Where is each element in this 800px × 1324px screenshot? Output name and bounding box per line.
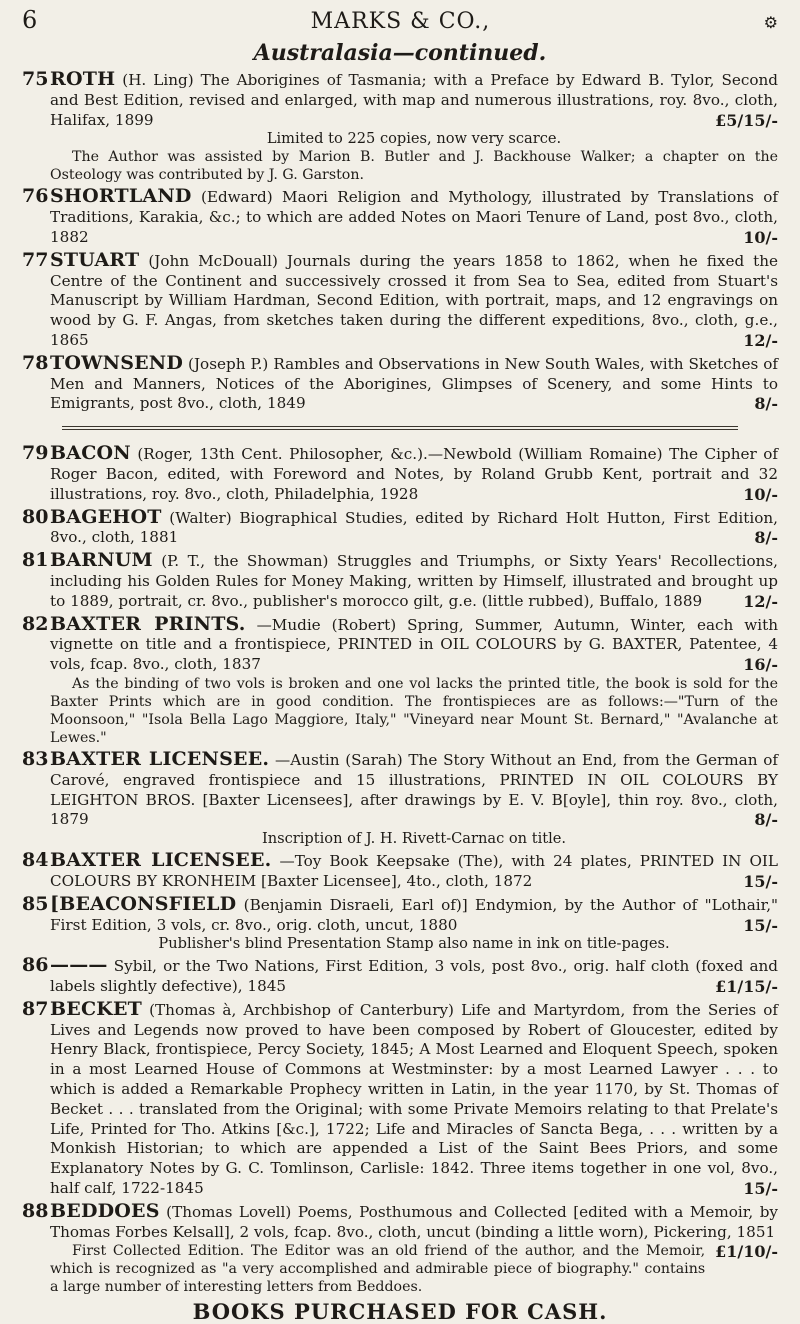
entry-description: Sybil, or the Two Nations, First Edition, 3 vols, post 8vo., orig. half cloth (foxed and labels slightly defective), 1845 <box>50 957 778 996</box>
entry-price: 15/- <box>743 915 778 935</box>
entry-price: 16/- <box>743 655 778 675</box>
entry-number: 79 <box>22 442 49 465</box>
entry-number: 84 <box>22 849 49 872</box>
running-title: MARKS & CO., <box>310 9 491 34</box>
entry-number: 82 <box>22 612 49 635</box>
entry-price: 15/- <box>743 1179 778 1199</box>
entry-price: 15/- <box>743 871 778 891</box>
entry-author: BACON <box>50 442 131 465</box>
entry-description: —Toy Book Keepsake (The), with 24 plates, PRINTED IN OIL COLOURS BY KRONHEIM [Baxter Licensee], 4to., cloth, 1872 <box>50 852 779 890</box>
entry-description: (Thomas Lovell) Poems, Posthumous and Collected [edited with a Memoir, by Thomas Forbes Kelsall], 2 vols, fcap. 8vo., cloth, uncut (binding a little worn), Pickering, 1851 <box>50 1202 778 1241</box>
catalogue-entry <box>22 444 778 504</box>
entry-inscription: Limited to 225 copies, now very scarce. <box>266 130 562 148</box>
entry-author: ——— <box>50 954 108 977</box>
entry-author: ROTH <box>50 68 116 90</box>
entry-price: 10/- <box>743 484 778 504</box>
entry-author: BAXTER LICENSEE. <box>50 849 272 872</box>
entry-author: BAGEHOT <box>50 505 162 528</box>
entry-author: BEDDOES <box>50 1199 160 1222</box>
ornament-icon: ⚙ <box>763 13 778 32</box>
entry-inscription: Publisher's blind Presentation Stamp also name in ink on title-pages. <box>158 935 670 953</box>
footer-notice: BOOKS PURCHASED FOR CASH. <box>192 1299 608 1324</box>
entry-number: 81 <box>22 549 49 572</box>
entry-description: (H. Ling) The Aborigines of Tasmania; with a Preface by Edward B. Tylor, Second and Best Edition, revised and enlarged, with map and numerous illustrations, roy. 8vo., cloth, Halifax, 1899 <box>50 71 778 129</box>
entry-note: The Author was assisted by Marion B. Butler and J. Backhouse Walker; a chapter on the Osteology was contributed by J. G. Garston. <box>50 149 778 184</box>
entry-author: BARNUM <box>50 549 153 572</box>
entry-description: (Edward) Maori Religion and Mythology, illustrated by Translations of Traditions, Karakia, &c.; to which are added Notes on Maori Tenure of Land, post 8vo., cloth, 1882 <box>50 188 778 246</box>
entry-description: (Benjamin Disraeli, Earl of)] Endymion, by the Author of "Lothair," First Edition, 3 vols, cr. 8vo., orig. cloth, uncut, 1880 <box>50 895 779 934</box>
entry-inscription: Inscription of J. H. Rivett-Carnac on title. <box>261 830 567 848</box>
entry-author: BAXTER LICENSEE. <box>50 747 270 770</box>
entry-description: (Roger, 13th Cent. Philosopher, &c.).—Newbold (William Romaine) The Cipher of Roger Bacon, edited, with Foreword and Notes, by Roland Grubb Kent, portrait and 32 illustrations, roy. 8vo., cloth, Philadelphia, 1928 <box>50 445 778 503</box>
entry-price: £1/10/- <box>715 1242 778 1262</box>
entry-price: £5/15/- <box>715 110 778 130</box>
entry-list-general <box>22 444 778 1296</box>
entry-price: 8/- <box>754 528 778 548</box>
catalogue-entry <box>22 187 778 247</box>
entry-description: (Joseph P.) Rambles and Observations in New South Wales, with Sketches of Men and Manners, Notices of the Aborigines, Glimpses of Scenery, and some Hints to Emigrants, post 8vo., cloth, 1849 <box>50 354 779 413</box>
catalogue-entry <box>22 956 778 997</box>
entry-number: 85 <box>22 892 49 915</box>
entry-number: 76 <box>22 185 49 208</box>
entry-description: (P. T., the Showman) Struggles and Triumphs, or Sixty Years' Recollections, including his Golden Rules for Money Making, written by Himself, illustrated and brought up to 1889, portrait, cr. 8vo., publisher's morocco gilt, g.e. (little rubbed), Buffalo, 1889 <box>50 552 779 610</box>
entry-price: £1/15/- <box>715 977 778 997</box>
catalogue-entry <box>22 747 779 848</box>
entry-price: 12/- <box>743 330 778 350</box>
catalogue-entry <box>22 892 779 954</box>
entry-author: TOWNSEND <box>50 351 184 374</box>
entry-description: (Thomas à, Archbishop of Canterbury) Life and Martyrdom, from the Series of Lives and Legends now proved to have been composed by Robert of Gloucester, edited by Henry Black, frontispiece, Percy Society, 1845; A Most Learned and Eloquent Speech, spoken in a most Learned House of Commons at Westminster: by a most Learned Lawyer . . . to which is added a Remarkable Prophecy written in Latin, in the year 1170, by St. Thomas of Becket . . . translated from the Original; with some Private Memoirs relating to that Prelate's Life, Printed for Tho. Atkins [&c.], 1722; Life and Miracles of Sancta Bega, . . . written by a Monkish Historian; to which are appended a List of the Saint Bees Priors, and some Explanatory Notes by G. C. Tomlinson, Carlisle: 1842. Three items together in one vol, 8vo., half calf, 1722-1845 <box>50 1000 779 1198</box>
catalogue-entry <box>22 851 778 892</box>
entry-number: 88 <box>22 1199 49 1222</box>
entry-author: BECKET <box>50 997 142 1020</box>
entry-author: BAXTER PRINTS. <box>50 612 246 635</box>
catalogue-entry <box>22 1199 778 1297</box>
page-header <box>22 6 778 40</box>
entry-author: [BEACONSFIELD <box>50 892 237 915</box>
section-divider <box>62 426 738 430</box>
entry-number: 75 <box>22 68 49 90</box>
entry-description: —Austin (Sarah) The Story Without an End, from the German of Carové, engraved frontispiece and 15 illustrations, PRINTED IN OIL COLOURS BY LEIGHTON BROS. [Baxter Licensees], after drawings by E. V. B[oyle], thin roy. 8vo., cloth, 1879 <box>50 750 779 829</box>
entry-description: (Walter) Biographical Studies, edited by Richard Holt Hutton, First Edition, 8vo., cloth, 1881 <box>50 508 778 547</box>
entry-number: 80 <box>22 505 49 528</box>
catalogue-entry <box>22 505 778 549</box>
entry-number: 83 <box>22 747 49 770</box>
entry-price: 8/- <box>754 810 778 830</box>
entry-list-australasia <box>22 70 778 414</box>
catalogue-entry <box>22 997 779 1199</box>
entry-number: 87 <box>22 997 49 1020</box>
catalogue-entry <box>22 612 778 747</box>
catalogue-entry <box>22 248 779 351</box>
entry-number: 77 <box>22 248 49 271</box>
entry-author: SHORTLAND <box>50 185 192 208</box>
catalogue-entry <box>22 551 778 611</box>
entry-description: —Mudie (Robert) Spring, Summer, Autumn, Winter, each with vignette on title and a frontispiece, PRINTED in OIL COLOURS by G. BAXTER, Patentee, 4 vols, fcap. 8vo., cloth, 1837 <box>50 615 778 674</box>
page-number: 6 <box>22 6 38 34</box>
entry-note: First Collected Edition. The Editor was an old friend of the author, and the Memoir, which is recognized as "a very accomplished and admirable piece of biography." contains a large number of interesting letters from Beddoes. <box>50 1243 706 1296</box>
entry-description: (John McDouall) Journals during the years 1858 to 1862, when he fixed the Centre of the Continent and successively crossed it from Sea to Sea, edited from Stuart's Manuscript by William Hardman, Second Edition, with portrait, maps, and 12 engravings on wood by G. F. Angas, from sketches taken during the different expeditions, 8vo., cloth, g.e., 1865 <box>50 251 779 349</box>
entry-author: STUART <box>50 248 140 271</box>
entry-note: As the binding of two vols is broken and one vol lacks the printed title, the book is sold for the Baxter Prints which are in good condition. The frontispieces are as follows:—"Turn of the Moonsoon," "Isola Bella Lago Maggiore, Italy," "Vineyard near Mount St. Bernard," "Avalanche at Lewes." <box>50 675 778 746</box>
entry-price: 8/- <box>754 394 778 414</box>
section-heading: Australasia—continued. <box>253 40 547 66</box>
catalogue-entry <box>22 70 778 184</box>
entry-price: 12/- <box>743 591 778 611</box>
entry-number: 86 <box>22 954 49 977</box>
catalogue-entry <box>22 351 779 414</box>
entry-price: 10/- <box>743 227 778 247</box>
entry-number: 78 <box>22 351 49 374</box>
